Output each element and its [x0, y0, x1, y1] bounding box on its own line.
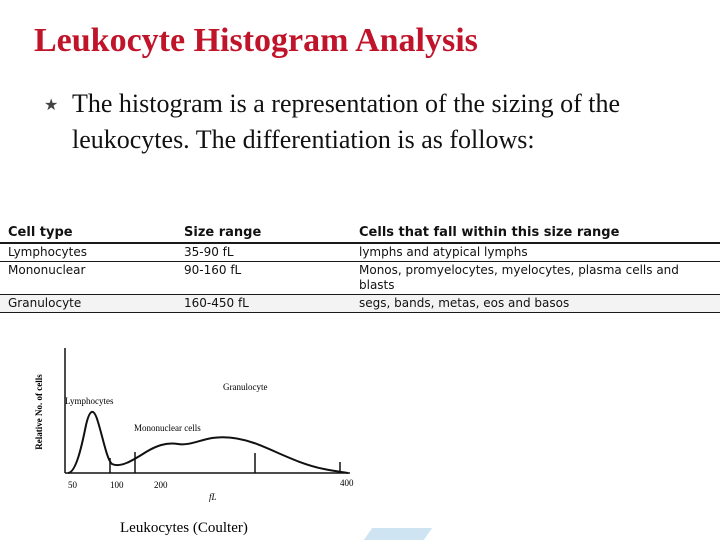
tick-label: 100: [110, 480, 124, 490]
tick-label: 400: [340, 478, 354, 488]
table-row: [0, 262, 720, 295]
decorative-shape: [364, 528, 432, 540]
cell-range: 160-450 fL: [170, 295, 333, 313]
cell-range: 35-90 fL: [184, 245, 234, 259]
label-mononuclear: Mononuclear cells: [134, 423, 201, 433]
cell-range: 90-160 fL: [170, 262, 333, 295]
table-row: [0, 243, 720, 262]
cell-type: Granulocyte: [0, 295, 170, 313]
histogram-ylabel: Relative No. of cells: [34, 374, 44, 450]
cell-description: lymphs and atypical lymphs: [359, 245, 528, 259]
bullet-icon: ★: [44, 97, 59, 114]
histogram-caption: Leukocytes (Coulter): [120, 520, 248, 536]
label-lymphocytes: Lymphocytes: [65, 396, 114, 406]
table-row: [0, 295, 720, 313]
cell-type: Lymphocytes: [8, 245, 87, 259]
slide-title: Leukocyte Histogram Analysis: [34, 22, 478, 59]
cell-size-table: [0, 225, 720, 313]
histogram-svg: [28, 340, 368, 540]
cell-description: Monos, promyelocytes, myelocytes, plasma cells and blasts: [333, 262, 720, 295]
tick-label: 50: [68, 480, 77, 490]
header-cell-type: Cell type: [0, 225, 170, 243]
cell-description: segs, bands, metas, eos and basos: [333, 295, 720, 313]
cell-type: Mononuclear: [0, 262, 170, 295]
bullet-text: The histogram is a representation of the sizing of the leukocytes. The differentiation is as follows:: [72, 89, 621, 154]
tick-label: 200: [154, 480, 168, 490]
leukocyte-histogram: [28, 340, 368, 540]
header-size-range: Size range: [170, 225, 333, 243]
x-unit: fL: [209, 492, 217, 502]
label-granulocyte: Granulocyte: [223, 382, 268, 392]
table-header-row: [0, 225, 720, 243]
header-cells: Cells that fall within this size range: [333, 225, 720, 243]
